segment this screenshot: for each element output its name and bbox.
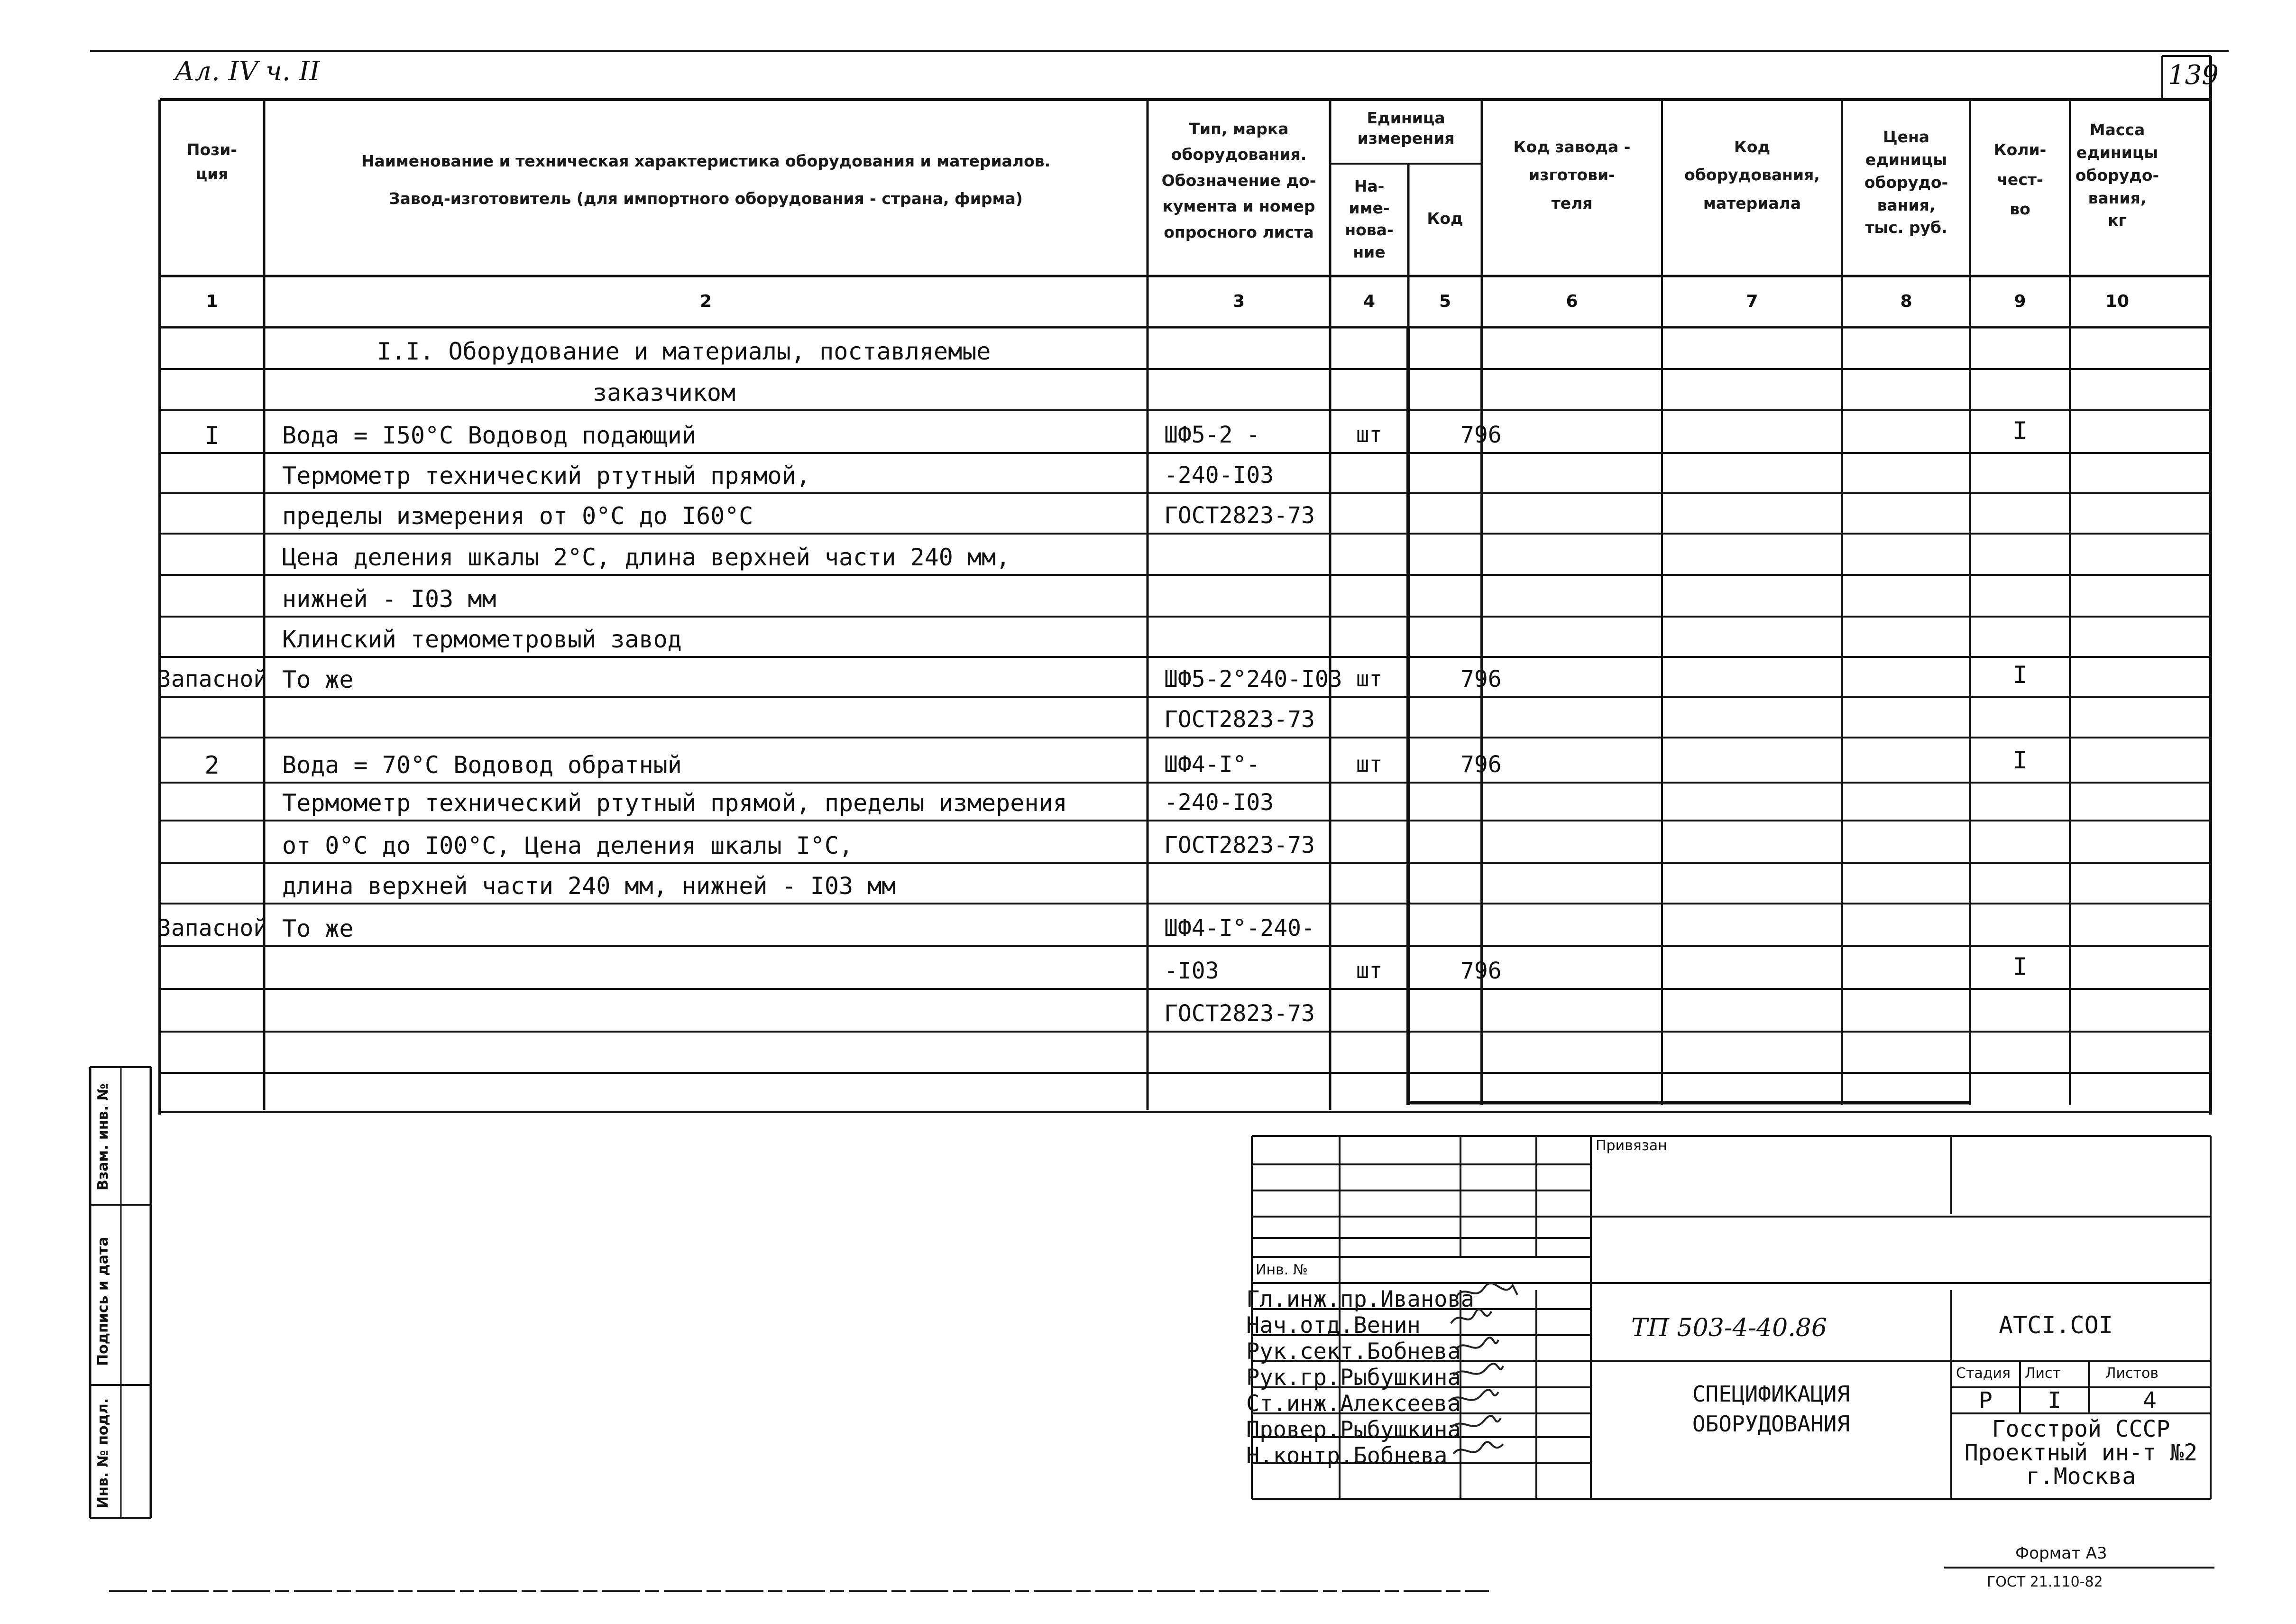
row-name: заказчиком [593,379,736,406]
signature-scribbles [1446,1281,1555,1470]
row-type-mark: -240-I03 [1164,789,1274,816]
row-name: I.I. Оборудование и материалы, поставляемые [377,338,991,365]
column-header-3: Тип, марка оборудования. Обозначение до- кумента и номер опросного листа [1161,120,1316,241]
row-unit-code: 796 [1460,666,1502,692]
row-name: То же [282,666,354,693]
signature-row: Ст.инж.Алексеева [1246,1391,1461,1417]
organization-line2: Проектный ин-т №2 [1964,1439,2198,1466]
row-name: Вода = I50°C Водовод подающий [282,422,696,449]
sheets-label: Листов [2105,1365,2159,1382]
document-title-line1: СПЕЦИФИКАЦИЯ [1692,1381,1850,1407]
row-type-mark: ГОСТ2823-73 [1164,502,1315,529]
row-type-mark: ШФ5-2°240-I03 [1164,666,1342,692]
row-quantity: I [2012,417,2028,444]
column-header-7: Код оборудования, материала [1684,138,1820,212]
row-type-mark: ШФ4-I°- [1164,751,1260,778]
document-title-line2: ОБОРУДОВАНИЯ [1692,1411,1850,1437]
format-label: Формат А3 [2015,1544,2107,1563]
column-header-5: Код [1427,209,1463,228]
column-number-7: 7 [1746,292,1758,311]
row-quantity: I [2012,661,2028,689]
column-header-2: Наименование и техническая характеристика оборудования и материалов. Завод-изготовитель (для импортного оборудования - страна, фирма) [361,152,1051,208]
project-code: ТП 503-4-40.86 [1631,1314,1827,1342]
signature-row: Провер.Рыбушкина [1246,1417,1461,1443]
row-position: Запасной [157,915,267,941]
column-header-9: Коли- чест- во [1993,140,2047,219]
row-type-mark: ГОСТ2823-73 [1164,1000,1315,1027]
column-header-6: Код завода - изготови- теля [1513,138,1631,212]
gost-label: ГОСТ 21.110-82 [1987,1574,2103,1590]
row-type-mark: ШФ4-I°-240- [1164,915,1315,941]
column-header-4: На- име- нова- ние [1345,177,1394,261]
row-name: длина верхней части 240 мм, нижней - I03 мм [282,872,896,900]
side-stamp-inv-podl: Инв. № подл. [95,1398,111,1508]
row-name: Клинский термометровый завод [282,626,682,653]
row-type-mark: -240-I03 [1164,462,1274,489]
album-label: Ал. IV [174,56,258,87]
inv-no-label: Инв. № [1256,1262,1308,1278]
row-name: Термометр технический ртутный прямой, пределы измерения [282,789,1067,817]
privyazan-label: Привязан [1596,1137,1667,1154]
signature-list [1246,1286,1474,1469]
signature-row: Рук.сект.Бобнева [1246,1338,1461,1365]
sheet-label: Лист [2025,1365,2061,1382]
row-name: пределы измерения от 0°C до I60°C [282,502,753,530]
row-type-mark: ШФ5-2 - [1164,422,1260,448]
row-type-mark: ГОСТ2823-73 [1164,832,1315,858]
row-type-mark: -I03 [1164,958,1219,984]
stage-value: Р [1979,1387,1993,1414]
row-unit-code: 796 [1460,751,1502,778]
organization-line1: Госстрой СССР [1992,1416,2170,1442]
signature-row: Нач.отд.Венин [1246,1312,1421,1338]
unit-group-header: Единица измерения [1357,109,1455,148]
signature-row: Н.контр.Бобнева [1246,1443,1448,1469]
row-unit: шт [1356,666,1383,692]
row-name: То же [282,915,354,942]
column-number-9: 9 [2014,292,2026,311]
column-header-1: Пози- ция [186,140,238,184]
page-number: 139 [2168,60,2219,91]
row-name: Вода = 70°C Водовод обратный [282,751,682,779]
column-number-1: 1 [206,292,218,311]
row-name: Цена деления шкалы 2°C, длина верхней части 240 мм, [282,544,1010,571]
row-position: Запасной [157,666,267,692]
column-number-8: 8 [1900,292,1912,311]
column-number-3: 3 [1232,292,1245,311]
row-quantity: I [2012,953,2028,980]
row-type-mark: ГОСТ2823-73 [1164,706,1315,733]
signature-row: Гл.инж.пр.Иванова [1246,1286,1475,1312]
signature-row: Рук.гр.Рыбушкина [1246,1365,1461,1391]
column-header-10: Масса единицы оборудо- вания, кг [2075,120,2159,230]
row-quantity: I [2012,747,2028,774]
row-name: Термометр технический ртутный прямой, [282,462,810,489]
column-header-8: Цена единицы оборудо- вания, тыс. руб. [1864,128,1948,237]
row-unit: шт [1356,751,1383,777]
column-number-10: 10 [2105,292,2130,311]
row-name: от 0°C до I00°C, Цена деления шкалы I°C, [282,832,854,859]
side-stamp-vzam-inv: Взам. инв. № [95,1083,111,1190]
sheet-value: I [2048,1387,2061,1414]
row-unit: шт [1356,958,1383,983]
column-number-4: 4 [1363,292,1376,311]
document-code: АТСI.COI [1999,1311,2113,1339]
column-number-6: 6 [1566,292,1578,311]
row-unit: шт [1356,422,1383,447]
organization-city: г.Москва [2026,1463,2136,1490]
row-position: I [204,422,220,450]
column-number-2: 2 [699,292,712,311]
part-label: ч. II [266,56,320,87]
row-position: 2 [204,751,220,780]
row-name: нижней - I03 мм [282,585,496,613]
stage-label: Стадия [1956,1365,2011,1382]
sheets-value: 4 [2143,1387,2157,1414]
row-unit-code: 796 [1460,958,1502,984]
column-number-5: 5 [1439,292,1451,311]
side-stamp-podpis-data: Подпись и дата [95,1236,111,1366]
row-unit-code: 796 [1460,422,1502,448]
